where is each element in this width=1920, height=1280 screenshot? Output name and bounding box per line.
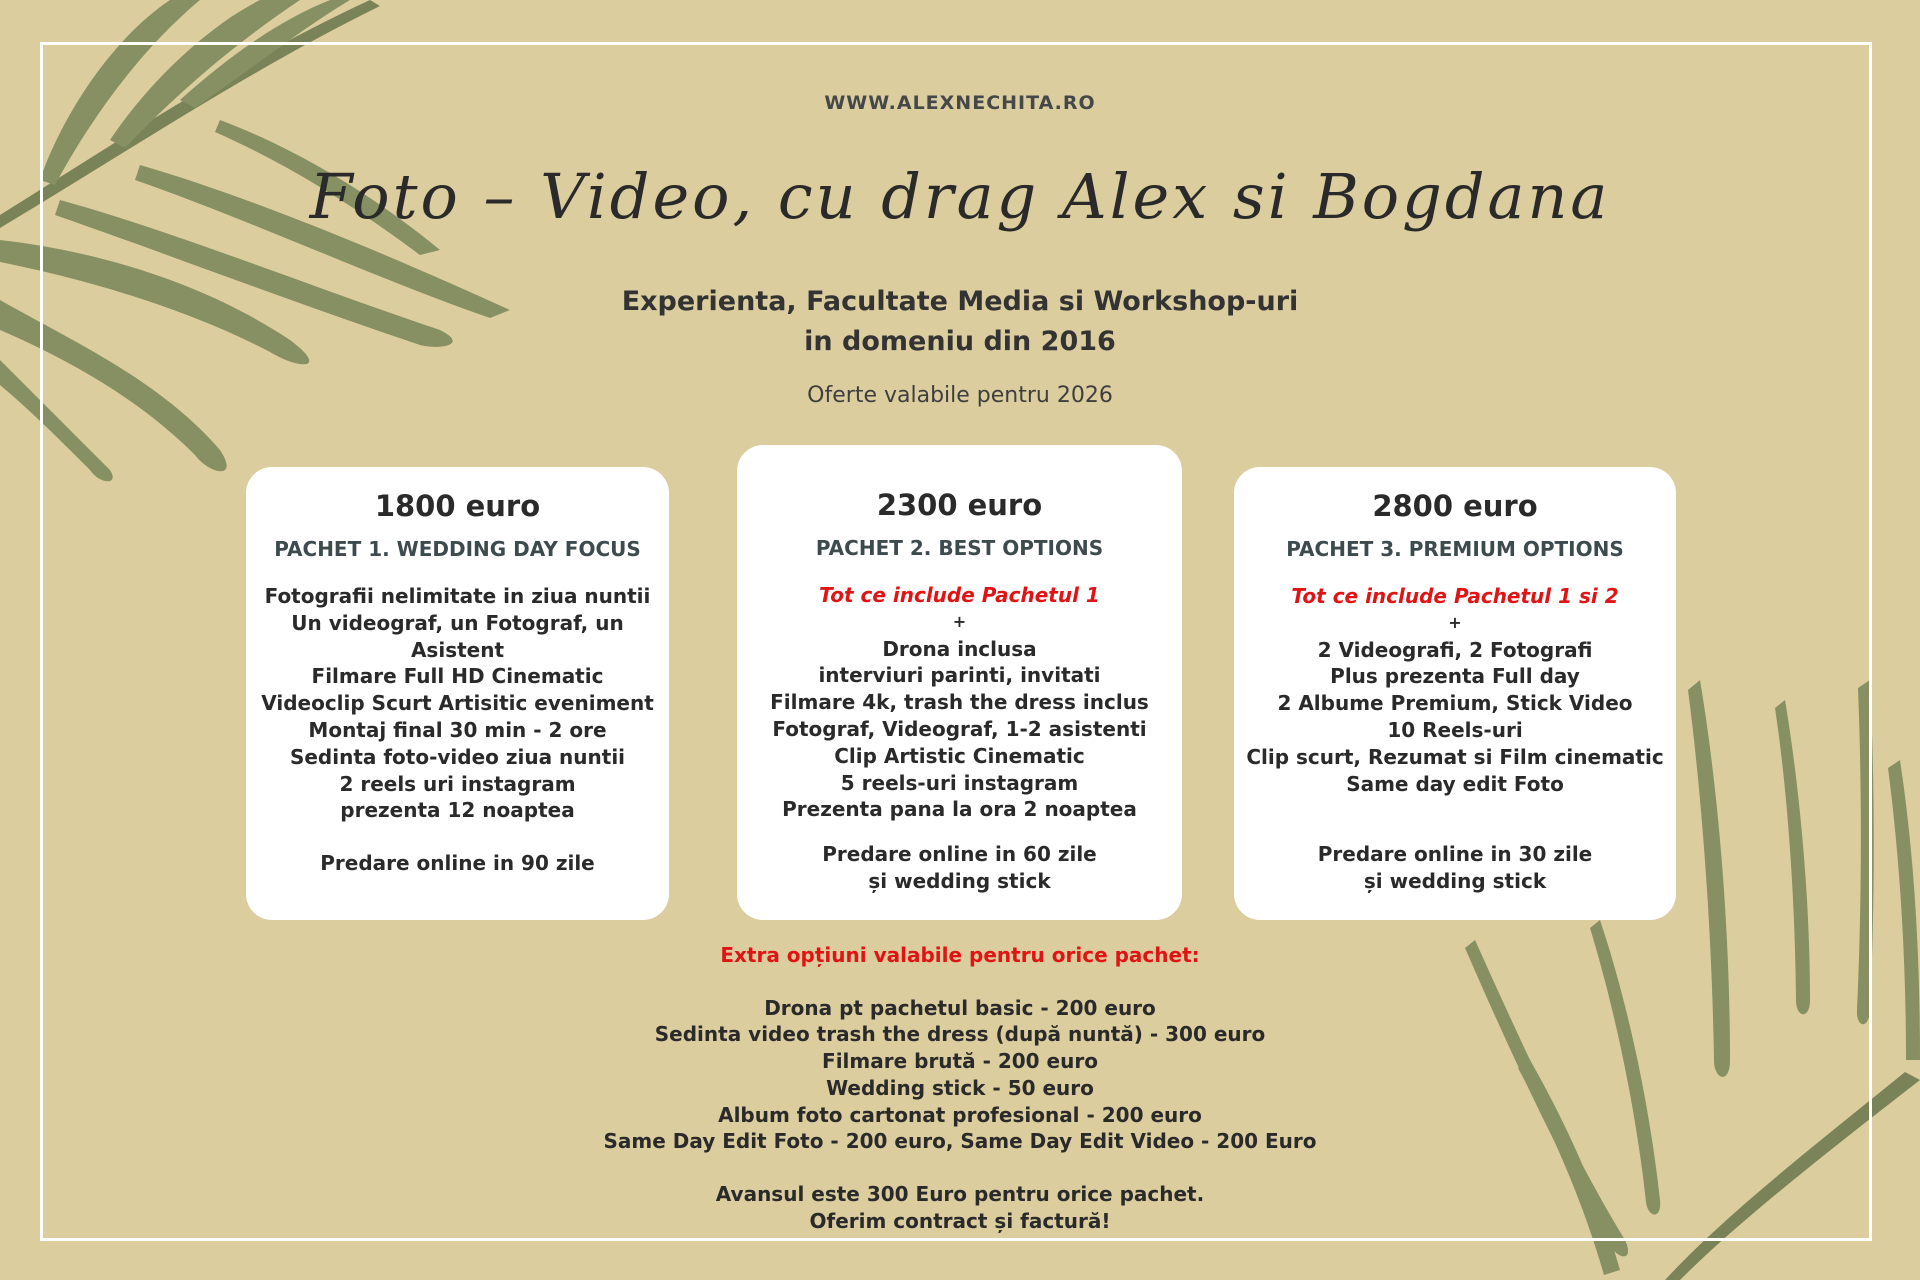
feature-item: interviuri parinti, invitati: [818, 663, 1101, 688]
site-url[interactable]: WWW.ALEXNECHITA.RO: [824, 92, 1096, 114]
feature-item: 10 Reels-uri: [1387, 717, 1523, 742]
feature-item: 2 reels uri instagram: [339, 771, 576, 796]
package-card-2: [737, 445, 1182, 920]
package-name: PACHET 2. BEST OPTIONS: [815, 536, 1104, 560]
package-name: PACHET 1. WEDDING DAY FOCUS: [274, 537, 641, 561]
package-price: 2300 euro: [876, 488, 1043, 522]
package-price: 1800 euro: [374, 489, 541, 523]
feature-item: 2 Videografi, 2 Fotografi: [1317, 637, 1593, 662]
feature-item: Filmare Full HD Cinematic: [311, 664, 604, 689]
extra-item: Drona pt pachetul basic - 200 euro: [764, 995, 1156, 1020]
delivery-line: și wedding stick: [868, 869, 1051, 893]
extra-item: Filmare brută - 200 euro: [822, 1049, 1098, 1074]
validity-note: Oferte valabile pentru 2026: [807, 383, 1113, 408]
package-price: 2800 euro: [1372, 489, 1538, 523]
feature-item: Videoclip Scurt Artisitic eveniment: [261, 691, 654, 716]
package-features: [246, 583, 669, 824]
feature-item: Un videograf, un Fotograf, un Asistent: [291, 610, 624, 662]
package-features: [737, 582, 1182, 823]
feature-item: prezenta 12 noaptea: [340, 798, 575, 823]
feature-item: Plus prezenta Full day: [1330, 664, 1580, 689]
feature-item: Montaj final 30 min - 2 ore: [308, 717, 607, 742]
package-delivery: [737, 841, 1182, 895]
feature-item: Filmare 4k, trash the dress inclus: [770, 690, 1149, 715]
extras-title: Extra opțiuni valabile pentru orice pachet:: [720, 943, 1200, 967]
plus-sign: +: [952, 611, 967, 631]
includes-previous: Tot ce include Pachetul 1: [819, 583, 1100, 607]
package-name: PACHET 3. PREMIUM OPTIONS: [1286, 537, 1624, 561]
headline-line-2: in domeniu din 2016: [804, 326, 1116, 357]
extra-item: Album foto cartonat profesional - 200 euro: [718, 1102, 1202, 1127]
includes-previous: Tot ce include Pachetul 1 si 2: [1291, 584, 1619, 608]
package-card-1: [246, 467, 669, 920]
delivery-line: și wedding stick: [1363, 869, 1547, 893]
package-delivery: [1234, 841, 1676, 895]
package-delivery: [246, 850, 669, 877]
feature-item: Fotografii nelimitate in ziua nuntii: [264, 584, 651, 608]
headline: [0, 282, 1920, 362]
feature-item: Drona inclusa: [882, 636, 1037, 661]
feature-item: Prezenta pana la ora 2 noaptea: [782, 797, 1137, 822]
feature-item: Sedinta foto-video ziua nuntii: [289, 744, 626, 769]
feature-item: Same day edit Foto: [1346, 771, 1564, 796]
extra-item: Same Day Edit Foto - 200 euro, Same Day Edit Video - 200 Euro: [603, 1129, 1317, 1154]
headline-line-1: Experienta, Facultate Media si Workshop-uri: [621, 286, 1299, 317]
advance-line: Oferim contract și factură!: [809, 1208, 1111, 1233]
package-features: [1234, 583, 1676, 797]
delivery-line: Predare online in 60 zile: [822, 842, 1097, 866]
extra-options: [0, 942, 1920, 1234]
feature-item: 2 Albume Premium, Stick Video: [1277, 691, 1633, 716]
extra-item: Sedinta video trash the dress (după nuntă) - 300 euro: [654, 1022, 1266, 1047]
plus-sign: +: [1448, 612, 1462, 632]
package-card-3: [1234, 467, 1676, 920]
advance-note: [0, 1181, 1920, 1234]
feature-item: Clip scurt, Rezumat si Film cinematic: [1246, 744, 1664, 769]
delivery-line: Predare online in 90 zile: [320, 851, 595, 875]
extra-item: Wedding stick - 50 euro: [826, 1075, 1094, 1100]
script-title: Foto – Video, cu drag Alex si Bogdana: [309, 160, 1611, 233]
feature-item: 5 reels-uri instagram: [840, 770, 1079, 795]
feature-item: Clip Artistic Cinematic: [834, 743, 1085, 768]
advance-line: Avansul este 300 Euro pentru orice pachet.: [715, 1181, 1205, 1206]
feature-item: Fotograf, Videograf, 1-2 asistenti: [772, 716, 1147, 741]
delivery-line: Predare online in 30 zile: [1317, 842, 1593, 866]
